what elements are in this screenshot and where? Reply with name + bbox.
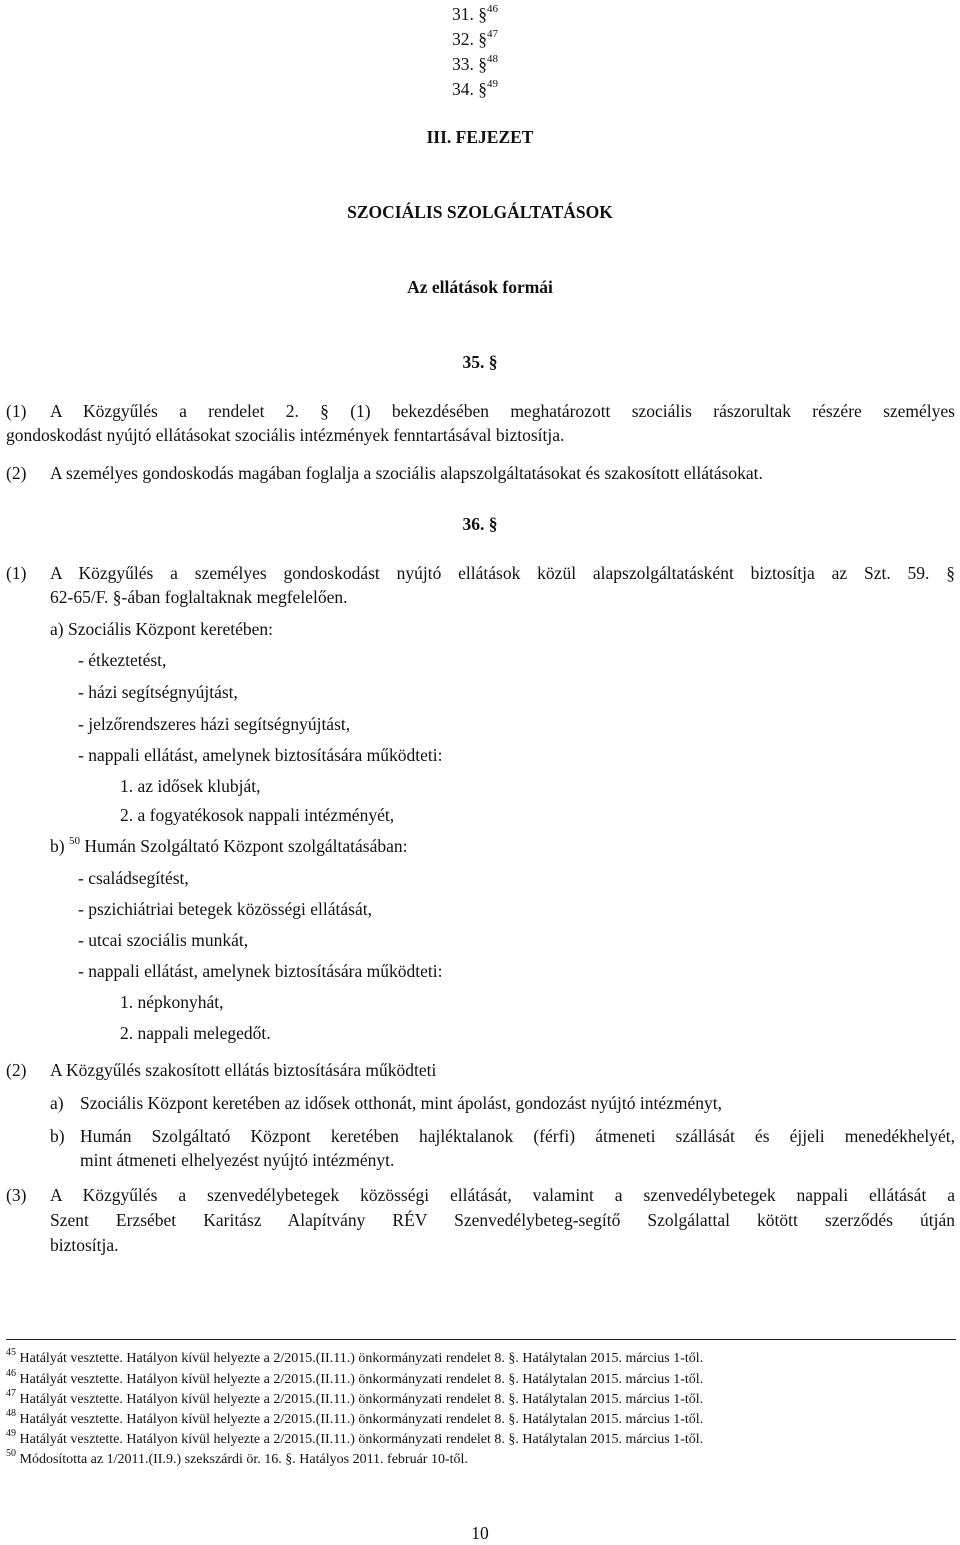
footnote: $^{47}$ Hatályát vesztette. Hatályon kívül helyezte a 2/2015.(II.11.) önkormányzati rendelet 8. §. Hatálytalan 2015. március 1-től. [6,1388,704,1407]
footnote: $^{45}$ Hatályát vesztette. Hatályon kívül helyezte a 2/2015.(II.11.) önkormányzati rendelet 8. §. Hatálytalan 2015. március 1-től. [6,1347,704,1366]
s35-p1-line2: gondoskodást nyújtó ellátásokat szociális intézmények fenntartásával biztosítja. [6,425,565,445]
s36-b-title: b) $^{50}$ Humán Szolgáltató Központ szolgáltatásában: [50,835,408,856]
s36-p3-line2: Szent Erzsébet Karitász Alapítvány RÉV Szenvedélybeteg-segítő Szolgálattal kötött szerződés útján [50,1210,955,1230]
s36-p2-number: (2) [6,1060,27,1080]
repealed-section-34: 34. §$^{49}$ [452,78,498,99]
list-subitem: 2. a fogyatékosok nappali intézményét, [120,805,395,825]
s36-p2-text: A Közgyűlés szakosított ellátás biztosítására működteti [50,1060,437,1080]
s36-p2-b-label: b) [50,1126,65,1146]
s36-a-title: a) Szociális Központ keretében: [50,619,274,639]
repealed-section-31: 31. §$^{46}$ [452,3,498,24]
list-item: - utcai szociális munkát, [78,930,249,950]
list-item: - étkeztetést, [78,650,167,670]
list-subitem: 1. népkonyhát, [120,992,224,1012]
s36-p2-b-line1: Humán Szolgáltató Központ keretében hajléktalanok (férfi) átmeneti szállását és éjjeli menedékhelyét, [80,1126,955,1146]
footnote-ref: 50 [68,835,80,848]
list-subitem: 1. az idősek klubját, [120,776,261,796]
s36-p1-line1: A Közgyűlés a személyes gondoskodást nyújtó ellátások közül alapszolgáltatásként biztosítja az Szt. 59. § [50,563,955,583]
s36-p1-line2: 62-65/F. §-ában foglaltaknak megfelelően. [50,587,348,607]
s36-p1-number: (1) [6,563,27,583]
s35-p2-number: (2) [6,463,27,483]
s35-p1-number: (1) [6,401,27,421]
list-item: - jelzőrendszeres házi segítségnyújtást, [78,714,351,734]
footnote: $^{48}$ Hatályát vesztette. Hatályon kívül helyezte a 2/2015.(II.11.) önkormányzati rendelet 8. §. Hatálytalan 2015. március 1-től. [6,1408,704,1427]
footnote-ref: 49 [487,78,498,91]
footnote: $^{49}$ Hatályát vesztette. Hatályon kívül helyezte a 2/2015.(II.11.) önkormányzati rendelet 8. §. Hatálytalan 2015. március 1-től. [6,1428,704,1447]
footnote-divider [6,1339,956,1340]
s36-p2-b-line2: mint átmeneti elhelyezést nyújtó intézményt. [80,1150,395,1170]
list-item: - nappali ellátást, amelynek biztosítására működteti: [78,745,443,765]
list-item: - pszichiátriai betegek közösségi ellátását, [78,899,372,919]
s36-p3-number: (3) [6,1185,27,1205]
list-item: - nappali ellátást, amelynek biztosítására működteti: [78,961,443,981]
footnote-ref: 46 [487,3,498,16]
footnote-ref: 48 [487,53,498,66]
s36-p2-a-label: a) [50,1093,64,1113]
page-number: 10 [471,1523,489,1543]
footnote-ref: 47 [487,28,498,41]
section-subtitle: Az ellátások formái [407,277,553,297]
part-title: SZOCIÁLIS SZOLGÁLTATÁSOK [347,202,613,222]
list-subitem: 2. nappali melegedőt. [120,1023,271,1043]
chapter-title: III. FEJEZET [426,127,534,147]
s35-p2-text: A személyes gondoskodás magában foglalja a szociális alapszolgáltatásokat és szakosított ellátásokat. [50,463,763,483]
section-36-heading: 36. § [462,514,498,534]
s35-p1-line1: A Közgyűlés a rendelet 2. § (1) bekezdésében meghatározott szociális rászorultak részére személyes [50,401,955,421]
list-item: - családsegítést, [78,868,189,888]
repealed-section-33: 33. §$^{48}$ [452,53,498,74]
section-35-heading: 35. § [462,352,498,372]
s36-p3-line1: A Közgyűlés a szenvedélybetegek közösségi ellátását, valamint a szenvedélybetegek nappali ellátását a [50,1185,955,1205]
repealed-section-32: 32. §$^{47}$ [452,28,498,49]
s36-p3-line3: biztosítja. [50,1235,119,1255]
footnote: $^{46}$ Hatályát vesztette. Hatályon kívül helyezte a 2/2015.(II.11.) önkormányzati rendelet 8. §. Hatálytalan 2015. március 1-től. [6,1368,704,1387]
footnote: $^{50}$ Módosította az 1/2011.(II.9.) szekszárdi ör. 16. §. Hatályos 2011. február 10-től. [6,1448,468,1467]
s36-p2-a-text: Szociális Központ keretében az idősek otthonát, mint ápolást, gondozást nyújtó intézményt, [80,1093,722,1113]
list-item: - házi segítségnyújtást, [78,682,238,702]
